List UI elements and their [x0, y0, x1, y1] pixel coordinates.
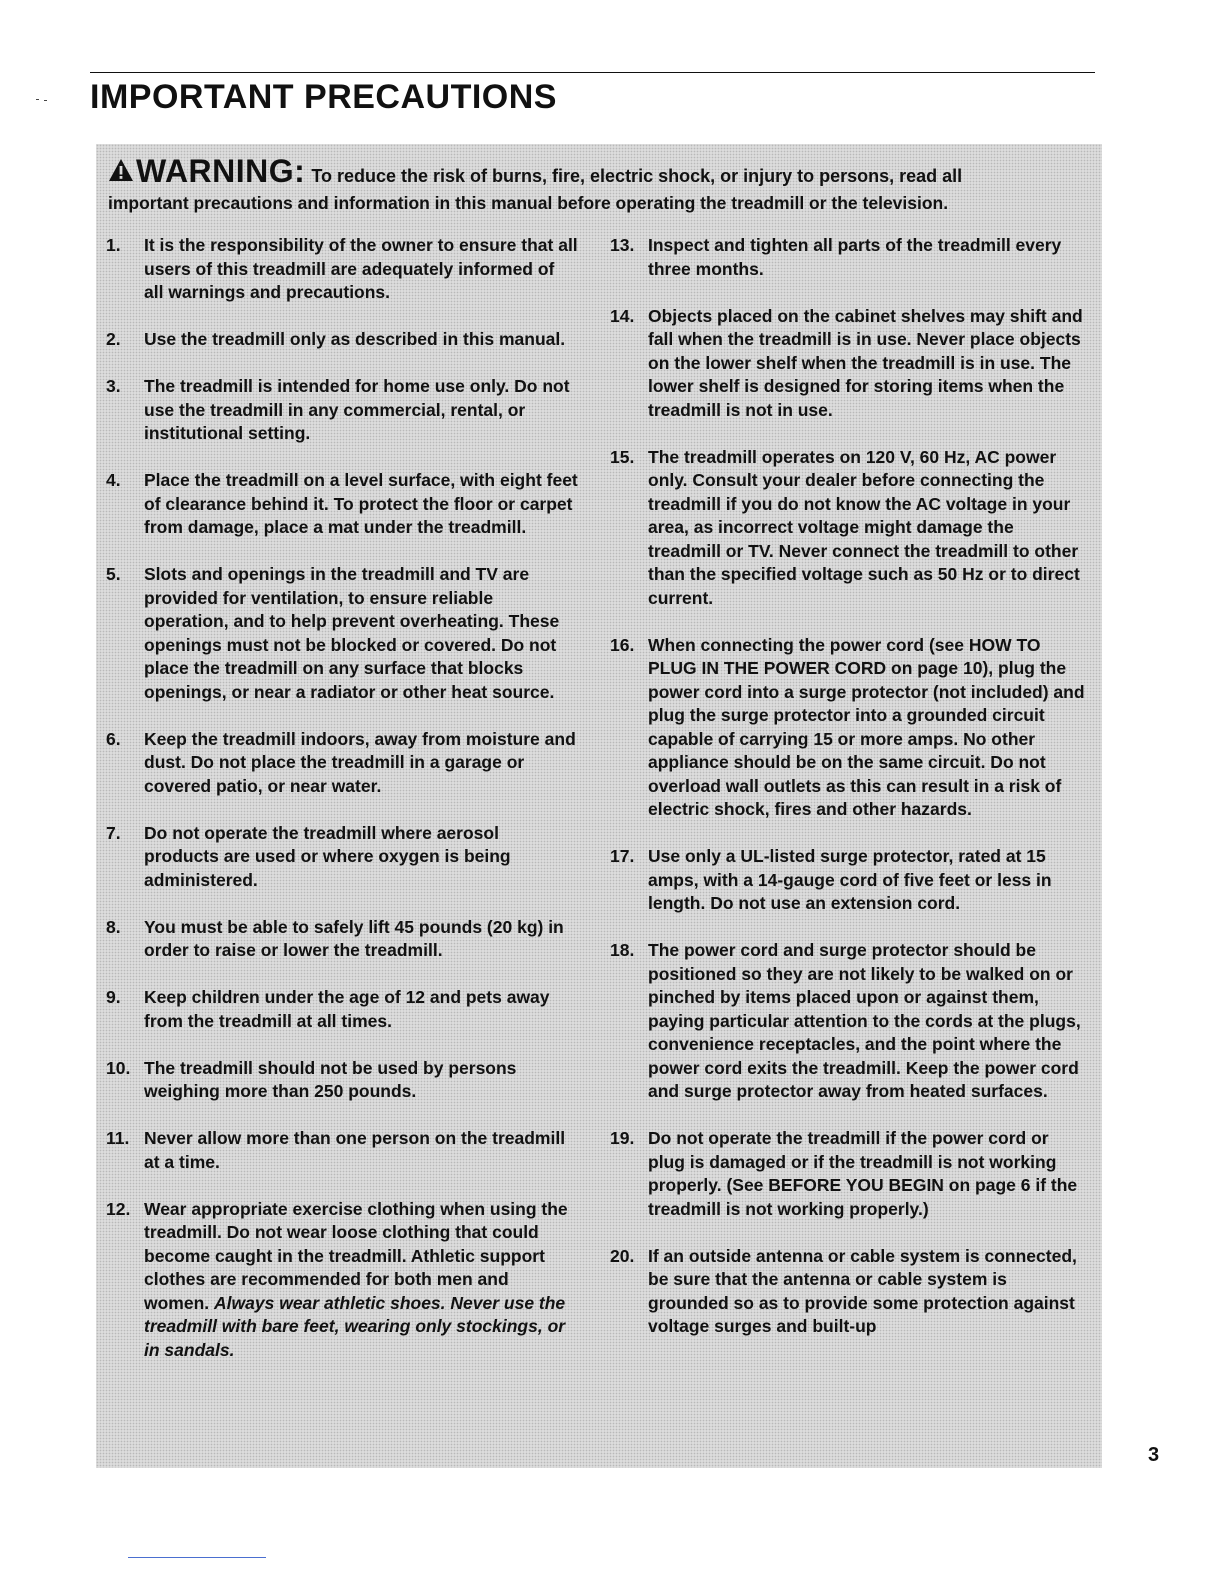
precaution-number: 12.: [106, 1198, 131, 1219]
precaution-number: 16.: [610, 634, 635, 655]
precaution-body: Never allow more than one person on the treadmill at a time.: [144, 1128, 566, 1172]
precaution-item: [610, 234, 1090, 281]
precaution-body: When connecting the power cord (see HOW TO PLUG IN THE POWER CORD on page 10), plug the power cord into a surge protector (not included) and plug the surge protector into a grounded circuit capable of carrying 15 or more amps. No other appliance should be on the same circuit. Do not overload wall outlets as this can result in a risk of electric shock, fires and other hazards.: [648, 634, 1085, 819]
precaution-body: The treadmill is intended for home use only. Do not use the treadmill in any commercial, rental, or institutional setting.: [144, 376, 570, 443]
precaution-number: 13.: [610, 235, 635, 255]
precaution-item: [106, 1057, 578, 1104]
precaution-number: 9.: [106, 987, 121, 1007]
warning-text-line2: important precautions and information in this manual before operating the treadmill or the television.: [108, 193, 949, 213]
precaution-item: [610, 1245, 1090, 1339]
precaution-emphasis: Always wear athletic shoes. Never use the treadmill with bare feet, wearing only stockings, or in sandals.: [144, 1292, 566, 1360]
precaution-number: 19.: [610, 1128, 635, 1148]
precaution-body: The treadmill operates on 120 V, 60 Hz, AC power only. Consult your dealer before connecting the treadmill if you do not know the AC voltage in your area, as incorrect voltage might damage the treadmill or TV. Never connect the treadmill to other than the specified voltage such as 50 Hz or to direct current.: [648, 446, 1080, 608]
precaution-text: [648, 446, 1090, 611]
precaution-text: [648, 305, 1090, 423]
page-number: 3: [1148, 1444, 1160, 1466]
precaution-item: [106, 986, 578, 1033]
precaution-body: Do not operate the treadmill if the power cord or plug is damaged or if the treadmill is not working properly. (See BEFORE YOU BEGIN on page 6 if the treadmill is not working properly.): [648, 1128, 1078, 1219]
precaution-body: It is the responsibility of the owner to ensure that all users of this treadmill are adequately informed of all warnings and precautions.: [144, 235, 578, 302]
header-rule: [90, 72, 1095, 73]
precaution-body: Objects placed on the cabinet shelves may shift and fall when the treadmill is in use. Never place objects on the lower shelf when the treadmill is in use. The lower shelf is designed for storing items when the treadmill is not in use.: [648, 305, 1083, 420]
precaution-number: 15.: [610, 446, 635, 467]
precaution-body: You must be able to safely lift 45 pounds (20 kg) in order to raise or lower the treadmill.: [144, 916, 564, 960]
precaution-text: [144, 563, 578, 704]
precaution-number: 11.: [106, 1128, 130, 1148]
precaution-item: [610, 939, 1090, 1104]
precaution-body: If an outside antenna or cable system is connected, be sure that the antenna or cable system is grounded so as to provide some protection against voltage surges and built-up: [648, 1245, 1077, 1336]
precaution-item: [610, 1127, 1090, 1221]
precaution-item: [106, 375, 578, 446]
precaution-body: Keep children under the age of 12 and pets away from the treadmill at all times.: [144, 987, 550, 1031]
margin-mark: [36, 99, 39, 100]
precaution-item: [106, 916, 578, 963]
page-title: IMPORTANT PRECAUTIONS: [90, 78, 557, 116]
precaution-text: [648, 634, 1090, 822]
precaution-body: Inspect and tighten all parts of the treadmill every three months.: [648, 235, 1062, 279]
warning-text-line1: To reduce the risk of burns, fire, electric shock, or injury to persons, read all: [311, 166, 963, 186]
precaution-body: The power cord and surge protector should be positioned so they are not likely to be walked on or pinched by items placed upon or against them, paying particular attention to the cords at the plugs, convenience receptacles, and the point where the power cord exits the treadmill. Keep the power cord and surge protector away from heated surfaces.: [648, 940, 1081, 1101]
precaution-item: [610, 845, 1090, 916]
precaution-item: [106, 328, 578, 352]
precaution-number: 14.: [610, 305, 635, 326]
precaution-body: Wear appropriate exercise clothing when using the treadmill. Do not wear loose clothing that could become caught in the treadmill. Athletic support clothes are recommended for both men and women.: [144, 1198, 568, 1313]
precaution-body: Use only a UL-listed surge protector, rated at 15 amps, with a 14-gauge cord of five feet or less in length. Do not use an extension cord.: [648, 846, 1052, 913]
warning-intro: [108, 153, 1094, 217]
precaution-number: 10.: [106, 1057, 131, 1078]
precaution-text: [648, 1127, 1090, 1221]
precaution-number: 5.: [106, 564, 121, 584]
precaution-text: [648, 1245, 1090, 1339]
precaution-body: The treadmill should not be used by persons weighing more than 250 pounds.: [144, 1057, 517, 1101]
precaution-item: [106, 728, 578, 799]
precaution-item: [610, 634, 1090, 822]
warning-triangle-icon: [108, 158, 134, 182]
precautions-right-column: [610, 234, 1090, 1362]
precaution-number: 18.: [610, 940, 635, 960]
warning-panel: [96, 144, 1102, 1468]
precaution-number: 7.: [106, 822, 121, 843]
precaution-number: 3.: [106, 376, 121, 396]
precaution-text: [144, 328, 578, 352]
precaution-text: [648, 939, 1090, 1104]
precaution-text: [648, 845, 1090, 916]
precaution-text: [648, 234, 1090, 281]
footer-rule: [128, 1557, 266, 1558]
precaution-text: [144, 1127, 578, 1174]
precaution-number: 17.: [610, 846, 635, 866]
precaution-number: 20.: [610, 1245, 635, 1266]
precaution-body: Do not operate the treadmill where aerosol products are used or where oxygen is being administered.: [144, 822, 511, 890]
precaution-item: [610, 305, 1090, 423]
precaution-item: [610, 446, 1090, 611]
precaution-text: [144, 916, 578, 963]
precaution-text: [144, 234, 578, 305]
precaution-number: 2.: [106, 329, 121, 349]
precaution-number: 4.: [106, 470, 121, 490]
precaution-text: [144, 728, 578, 799]
precaution-text: [144, 822, 578, 893]
precaution-item: [106, 563, 578, 704]
precaution-body: Use the treadmill only as described in this manual.: [144, 329, 566, 349]
precaution-item: [106, 1127, 578, 1174]
precaution-text: [144, 375, 578, 446]
precaution-body: Place the treadmill on a level surface, with eight feet of clearance behind it. To protect the floor or carpet from damage, place a mat under the treadmill.: [144, 470, 578, 537]
precaution-number: 8.: [106, 916, 121, 937]
precaution-item: [106, 822, 578, 893]
precaution-body: Slots and openings in the treadmill and TV are provided for ventilation, to ensure reliable operation, and to help prevent overheating. These openings must not be blocked or covered. Do not place the treadmill on any surface that blocks openings, or near a radiator or other heat source.: [144, 564, 560, 702]
margin-mark: [44, 100, 47, 101]
precaution-body: Keep the treadmill indoors, away from moisture and dust. Do not place the treadmill in a garage or covered patio, or near water.: [144, 728, 576, 796]
precautions-left-column: [106, 234, 578, 1386]
precaution-number: 1.: [106, 235, 121, 255]
precaution-text: [144, 1198, 578, 1363]
precaution-item: [106, 234, 578, 305]
warning-label: WARNING:: [136, 153, 306, 189]
precaution-item: [106, 1198, 578, 1363]
precaution-number: 6.: [106, 728, 121, 749]
precaution-text: [144, 1057, 578, 1104]
precaution-item: [106, 469, 578, 540]
precaution-text: [144, 469, 578, 540]
precaution-text: [144, 986, 578, 1033]
